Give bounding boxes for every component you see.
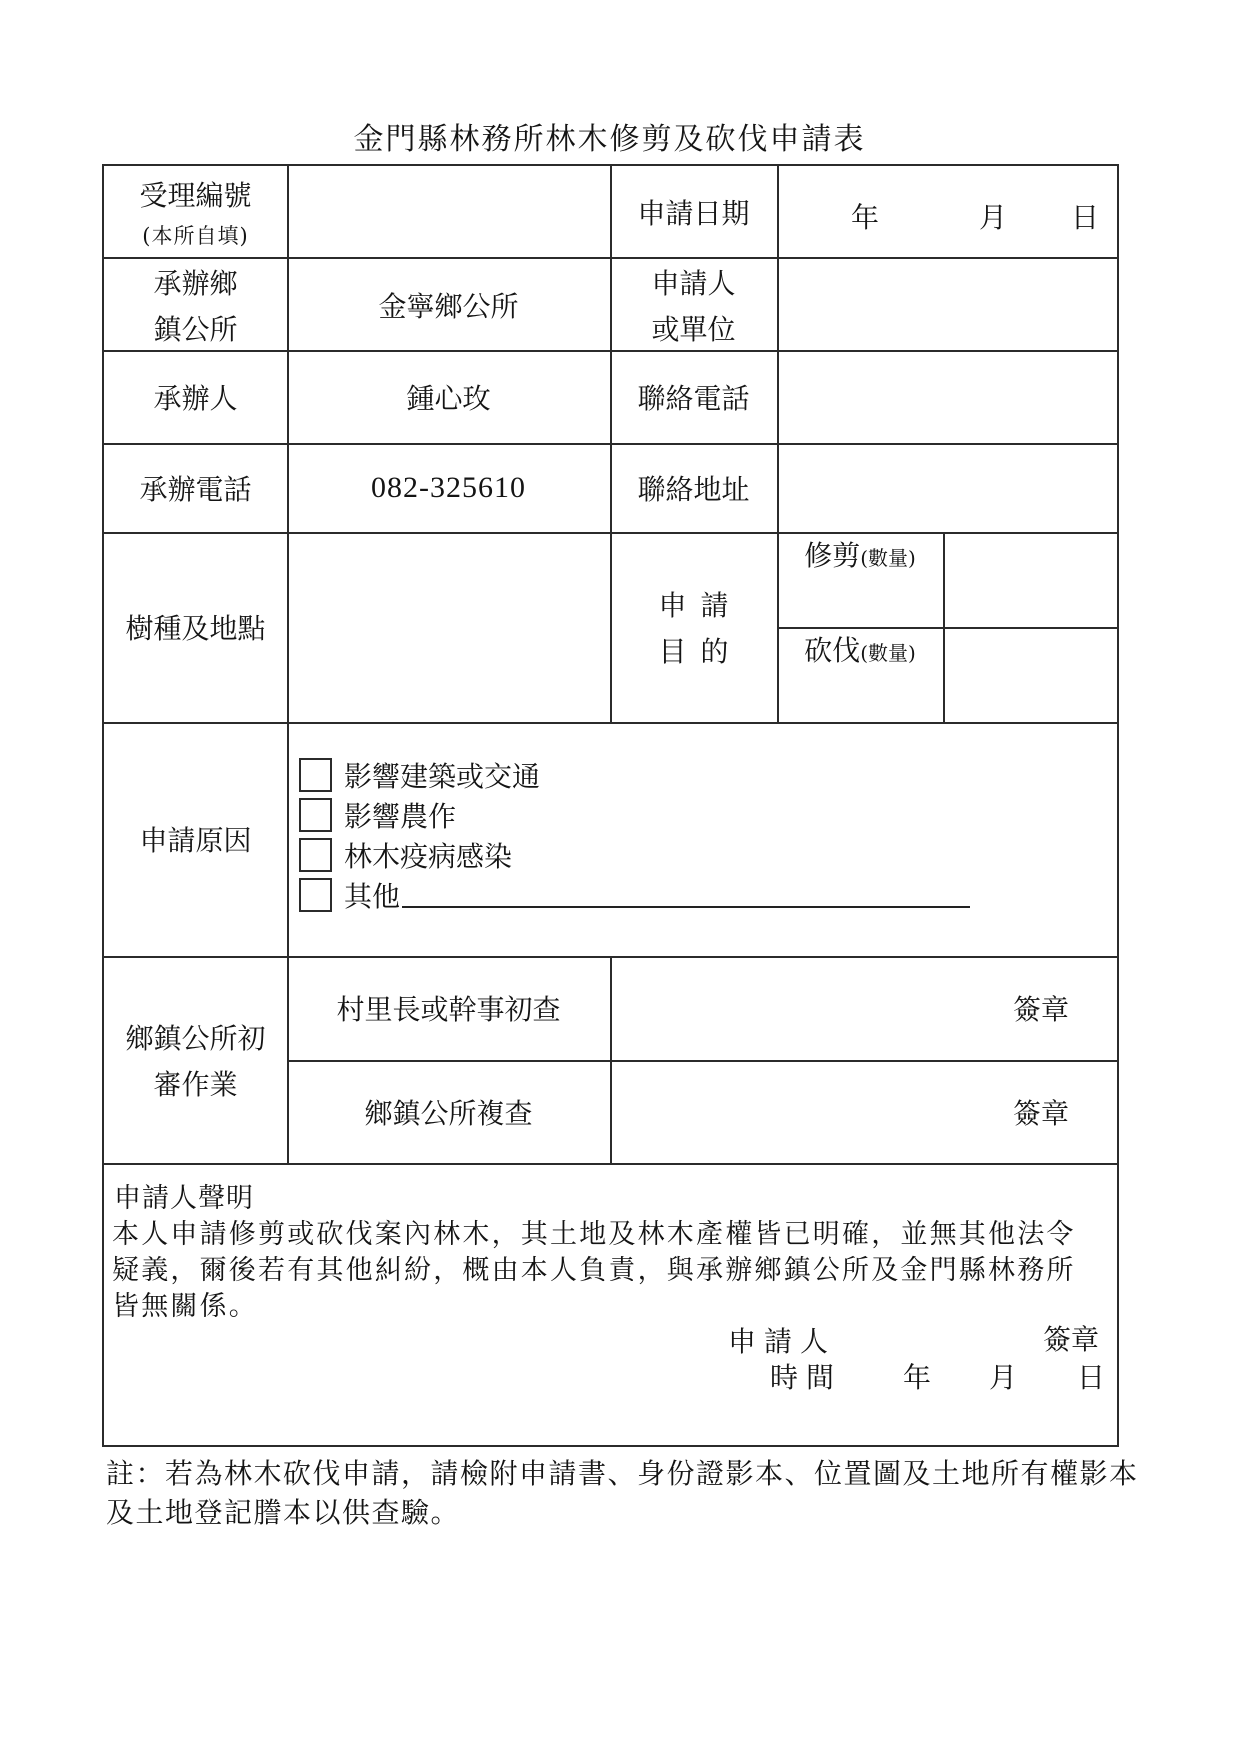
declaration-time-label: 時間 xyxy=(770,1361,843,1394)
declaration-applicant-label: 申請人 xyxy=(728,1325,837,1358)
footnote-line: 註：若為林木砍伐申請，請檢附申請書、身份證影本、位置圖及土地所有權影本 xyxy=(106,1457,1139,1490)
contact-address-field[interactable] xyxy=(779,445,1115,530)
fell-unit: (數量) xyxy=(860,641,916,665)
township-recheck-signature-field[interactable] xyxy=(612,1062,1115,1161)
contact-address-label: 聯絡地址 xyxy=(637,472,750,506)
tree-species-label: 樹種及地點 xyxy=(125,612,266,645)
village-chief-review-label: 村里長或幹事初查 xyxy=(336,993,561,1026)
applicant-label: 申請人 或單位 xyxy=(651,266,736,346)
reason-label: 影響農作 xyxy=(344,800,457,833)
case-number-field[interactable] xyxy=(289,166,608,257)
purpose-label: 申請 目的 xyxy=(658,589,743,668)
other-reason-blank-line[interactable] xyxy=(402,882,970,908)
declaration-signature-label: 簽章 xyxy=(1043,1323,1100,1356)
prune-label: 修剪 (數量) xyxy=(804,539,916,572)
review-section-label: 鄉鎮公所初 審作業 xyxy=(125,1021,266,1101)
reason-row xyxy=(299,795,1099,835)
reason-label: 林木疫病感染 xyxy=(344,840,513,873)
declaration-line: 皆無關係。 xyxy=(112,1291,258,1322)
checkbox-building-traffic[interactable] xyxy=(299,758,332,792)
prune-quantity-field[interactable] xyxy=(945,534,1115,625)
signature-label: 簽章 xyxy=(1012,1096,1069,1130)
case-number-label: 受理編號 (本所自填) xyxy=(139,178,252,248)
checkbox-farming[interactable] xyxy=(299,798,332,832)
declaration-day: 日 xyxy=(1077,1361,1106,1394)
apply-date-day: 日 xyxy=(1071,201,1100,234)
handler-phone-value: 082-325610 xyxy=(371,470,526,504)
checkbox-disease[interactable] xyxy=(299,838,332,872)
case-number-sublabel: (本所自填) xyxy=(142,223,249,248)
reason-row xyxy=(299,875,1099,915)
declaration-month: 月 xyxy=(989,1361,1018,1394)
apply-date-field[interactable] xyxy=(779,166,1115,257)
declaration-line: 本人申請修剪或砍伐案內林木，其土地及林木產權皆已明確，並無其他法令 xyxy=(112,1219,1076,1250)
township-office-value: 金寧鄉公所 xyxy=(378,289,519,323)
contact-phone-label: 聯絡電話 xyxy=(637,381,750,415)
signature-label: 簽章 xyxy=(1012,993,1069,1026)
reason-row xyxy=(299,755,1099,795)
declaration-year: 年 xyxy=(903,1361,932,1394)
fell-quantity-field[interactable] xyxy=(945,629,1115,720)
prune-unit: (數量) xyxy=(860,546,916,570)
apply-date-year: 年 xyxy=(851,201,880,234)
apply-date-month: 月 xyxy=(979,201,1008,234)
reason-row xyxy=(299,835,1099,875)
township-recheck-label: 鄉鎮公所複查 xyxy=(364,1096,533,1130)
fell-label: 砍伐 (數量) xyxy=(804,634,916,667)
declaration-heading: 申請人聲明 xyxy=(114,1183,254,1214)
divider xyxy=(102,1445,1119,1447)
village-chief-signature-field[interactable] xyxy=(612,958,1115,1058)
contact-phone-field[interactable] xyxy=(779,352,1115,441)
handler-phone-label: 承辦電話 xyxy=(139,472,252,506)
reason-label: 影響建築或交通 xyxy=(344,760,541,793)
footnote-line: 及土地登記謄本以供查驗。 xyxy=(106,1496,461,1529)
declaration-line: 疑義，爾後若有其他糾紛，概由本人負責，與承辦鄉鎮公所及金門縣林務所 xyxy=(112,1255,1076,1286)
table-right-border xyxy=(1117,164,1119,1447)
handler-label: 承辦人 xyxy=(153,381,238,415)
checkbox-other[interactable] xyxy=(299,878,332,912)
form-title: 金門縣林務所林木修剪及砍伐申請表 xyxy=(353,122,866,157)
reason-label: 其他 xyxy=(344,880,401,913)
township-office-label: 承辦鄉 鎮公所 xyxy=(153,266,238,346)
handler-value: 鍾心玫 xyxy=(406,381,491,415)
apply-date-label: 申請日期 xyxy=(637,196,750,230)
applicant-field[interactable] xyxy=(779,259,1115,350)
reasons-label: 申請原因 xyxy=(139,824,252,857)
tree-species-field[interactable] xyxy=(289,534,608,720)
